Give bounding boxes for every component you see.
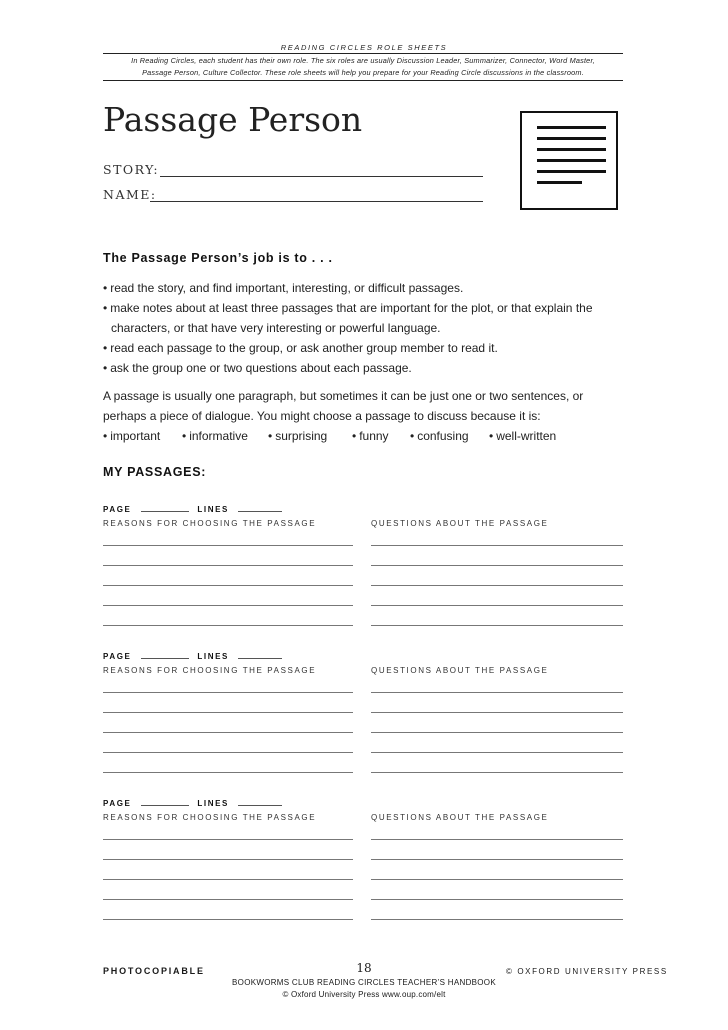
name-label: NAME: (103, 187, 157, 202)
page-label: PAGE (103, 505, 132, 514)
story-field[interactable] (160, 176, 483, 177)
lines-field[interactable] (238, 805, 282, 806)
quality-item: • surprising (268, 429, 327, 443)
quality-item: • confusing (410, 429, 469, 443)
page-number-field[interactable] (141, 511, 189, 512)
reasons-write-line[interactable] (103, 919, 353, 920)
text-lines-icon (520, 111, 618, 210)
page-number-field[interactable] (141, 658, 189, 659)
lines-field[interactable] (238, 658, 282, 659)
questions-label: QUESTIONS ABOUT THE PASSAGE (371, 813, 549, 822)
lines-label: LINES (197, 799, 229, 808)
job-bullet-3: • read each passage to the group, or ask another group member to read it. (103, 341, 498, 355)
questions-write-line[interactable] (371, 879, 623, 880)
series-title: READING CIRCLES ROLE SHEETS (280, 43, 448, 52)
story-label: STORY: (103, 162, 160, 177)
reasons-label: REASONS FOR CHOOSING THE PASSAGE (103, 666, 317, 675)
job-heading: The Passage Person’s job is to . . . (103, 251, 333, 265)
questions-write-line[interactable] (371, 859, 623, 860)
reasons-write-line[interactable] (103, 839, 353, 840)
page-lines-row (103, 793, 282, 811)
questions-write-line[interactable] (371, 839, 623, 840)
questions-write-line[interactable] (371, 732, 623, 733)
page-label: PAGE (103, 652, 132, 661)
lines-label: LINES (197, 505, 229, 514)
questions-write-line[interactable] (371, 565, 623, 566)
publisher-website: © Oxford University Press www.oup.com/elt (282, 990, 446, 999)
reasons-write-line[interactable] (103, 585, 353, 586)
questions-label: QUESTIONS ABOUT THE PASSAGE (371, 519, 549, 528)
page-label: PAGE (103, 799, 132, 808)
reasons-write-line[interactable] (103, 692, 353, 693)
reasons-label: REASONS FOR CHOOSING THE PASSAGE (103, 519, 317, 528)
quality-item: • funny (352, 429, 389, 443)
questions-write-line[interactable] (371, 692, 623, 693)
name-field[interactable] (150, 201, 483, 202)
passage-definition-2: perhaps a piece of dialogue. You might choose a passage to discuss because it is: (103, 409, 541, 423)
questions-write-line[interactable] (371, 585, 623, 586)
reasons-write-line[interactable] (103, 545, 353, 546)
my-passages-heading: MY PASSAGES: (103, 465, 207, 479)
questions-write-line[interactable] (371, 899, 623, 900)
questions-write-line[interactable] (371, 772, 623, 773)
reasons-write-line[interactable] (103, 732, 353, 733)
lines-label: LINES (197, 652, 229, 661)
quality-item: • well-written (489, 429, 556, 443)
page-title: Passage Person (103, 100, 363, 139)
questions-write-line[interactable] (371, 545, 623, 546)
page-lines-row (103, 499, 282, 517)
questions-write-line[interactable] (371, 752, 623, 753)
reasons-write-line[interactable] (103, 859, 353, 860)
reasons-write-line[interactable] (103, 565, 353, 566)
reasons-label: REASONS FOR CHOOSING THE PASSAGE (103, 813, 317, 822)
page-number-field[interactable] (141, 805, 189, 806)
page-lines-row (103, 646, 282, 664)
questions-write-line[interactable] (371, 712, 623, 713)
reasons-write-line[interactable] (103, 712, 353, 713)
questions-write-line[interactable] (371, 625, 623, 626)
book-title: BOOKWORMS CLUB READING CIRCLES TEACHER’S HANDBOOK (232, 978, 496, 987)
questions-write-line[interactable] (371, 605, 623, 606)
lines-field[interactable] (238, 511, 282, 512)
reasons-write-line[interactable] (103, 605, 353, 606)
quality-item: • important (103, 429, 160, 443)
intro-line-2: Passage Person, Culture Collector. These role sheets will help you prepare for your Reading Circle discussions in the classroom. (142, 68, 584, 77)
job-bullet-1: • read the story, and find important, interesting, or difficult passages. (103, 281, 463, 295)
passage-block (103, 646, 623, 781)
job-bullet-2-continuation: characters, or that have very interesting or powerful language. (111, 321, 441, 335)
reasons-write-line[interactable] (103, 879, 353, 880)
copyright-publisher: © OXFORD UNIVERSITY PRESS (506, 967, 668, 976)
photocopiable-label: PHOTOCOPIABLE (103, 966, 205, 976)
reasons-write-line[interactable] (103, 899, 353, 900)
page-number: 18 (356, 961, 372, 975)
reasons-write-line[interactable] (103, 772, 353, 773)
passage-block (103, 793, 623, 928)
quality-item: • informative (182, 429, 248, 443)
job-bullet-4: • ask the group one or two questions about each passage. (103, 361, 412, 375)
questions-write-line[interactable] (371, 919, 623, 920)
reasons-write-line[interactable] (103, 752, 353, 753)
intro-line-1: In Reading Circles, each student has their own role. The six roles are usually Discussion Leader, Summarizer, Connector, Word Master, (131, 56, 595, 65)
questions-label: QUESTIONS ABOUT THE PASSAGE (371, 666, 549, 675)
job-bullet-2: • make notes about at least three passages that are important for the plot, or that explain the (103, 301, 593, 315)
passage-definition-1: A passage is usually one paragraph, but sometimes it can be just one or two sentences, or (103, 389, 584, 403)
passage-block (103, 499, 623, 634)
intro-box (103, 53, 623, 81)
reasons-write-line[interactable] (103, 625, 353, 626)
